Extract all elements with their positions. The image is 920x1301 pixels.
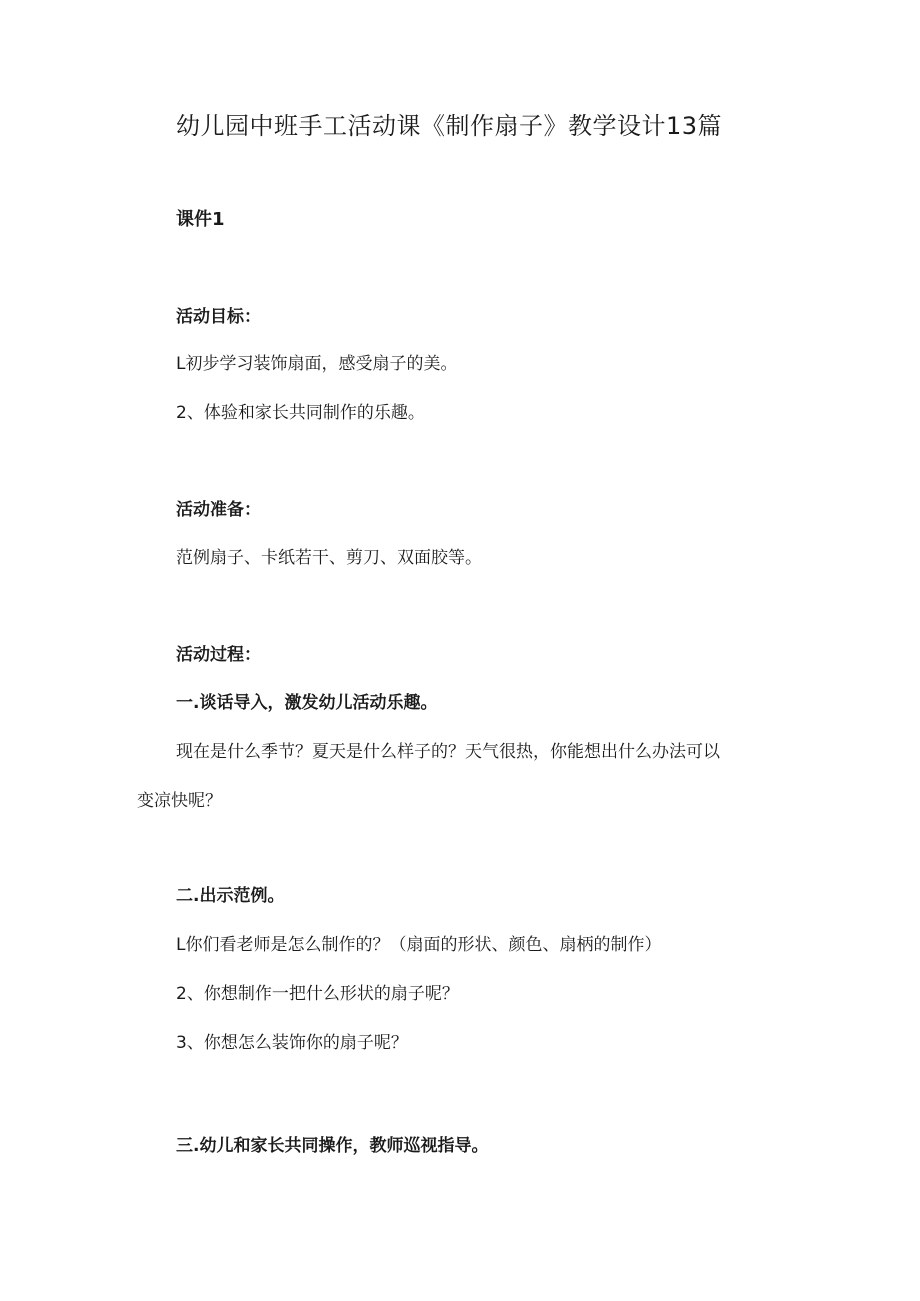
goal-item-2: 2、体验和家长共同制作的乐趣。	[176, 403, 425, 423]
lesson-heading: 课件1	[176, 209, 225, 230]
step1-paragraph-line2: 变凉快呢？	[137, 791, 222, 811]
goals-heading: 活动目标：	[176, 307, 261, 327]
step3-heading: 三.幼儿和家长共同操作，教师巡视指导。	[176, 1136, 489, 1156]
preparation-heading: 活动准备：	[176, 500, 261, 520]
step2-item-2: 2、你想制作一把什么形状的扇子呢？	[176, 984, 459, 1004]
step2-heading: 二.出示范例。	[176, 886, 285, 906]
step2-item-3: 3、你想怎么装饰你的扇子呢？	[176, 1033, 408, 1053]
process-heading: 活动过程：	[176, 645, 261, 665]
document-title: 幼儿园中班手工活动课《制作扇子》教学设计13篇	[176, 112, 723, 140]
goal-item-1: L初步学习装饰扇面，感受扇子的美。	[176, 354, 458, 374]
step1-heading: 一.谈话导入，激发幼儿活动乐趣。	[176, 693, 438, 713]
step2-item-1: L你们看老师是怎么制作的？（扇面的形状、颜色、扇柄的制作）	[176, 935, 662, 955]
preparation-text: 范例扇子、卡纸若干、剪刀、双面胶等。	[176, 548, 482, 568]
step1-paragraph-line1: 现在是什么季节？夏天是什么样子的？天气很热，你能想出什么办法可以	[176, 742, 720, 762]
